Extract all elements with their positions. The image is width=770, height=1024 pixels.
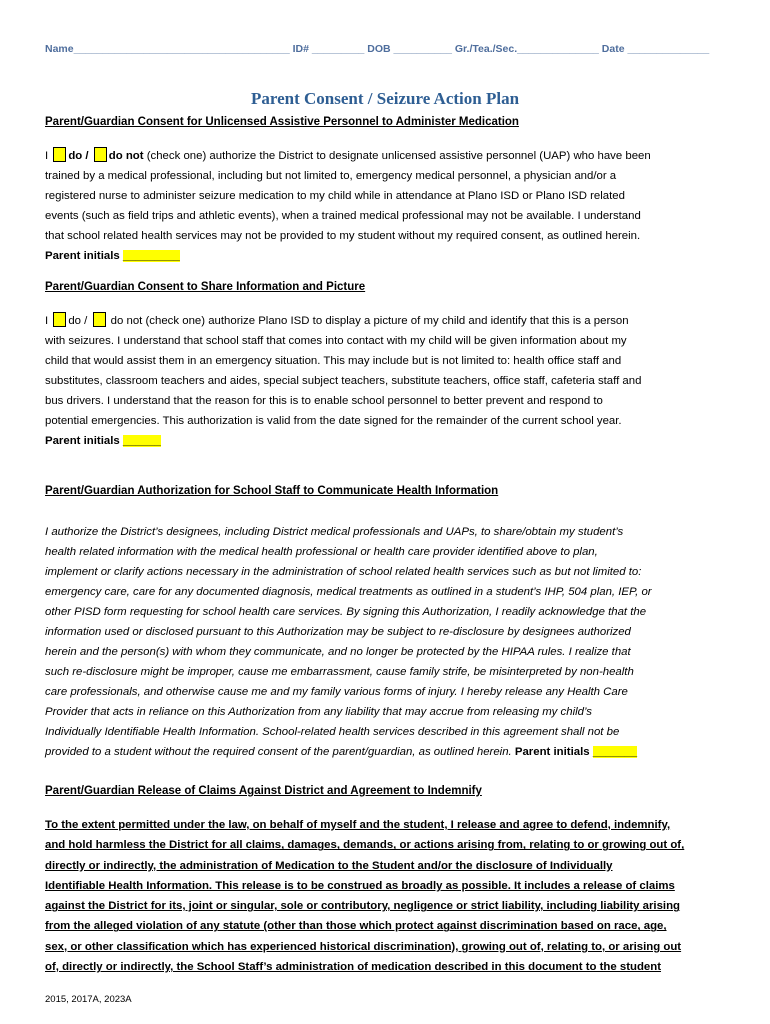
text-line: provided to a student without the required consent of the parent/guardian, as outlined herein. bbox=[45, 746, 512, 758]
section-heading-share-info: Parent/Guardian Consent to Share Information and Picture bbox=[45, 281, 366, 293]
page-title: Parent Consent / Seizure Action Plan bbox=[250, 89, 520, 108]
text-line: health related information with the medical health professional or health care provider identified above to plan, bbox=[45, 546, 598, 558]
text-line: with seizures. I understand that school staff that comes into contact with my child will be given information about my bbox=[45, 335, 627, 347]
text-line: other PISD form requesting for school health care services. By signing this Authorization, I readily acknowledge that the bbox=[45, 606, 647, 618]
section-heading-uap-consent: Parent/Guardian Consent for Unlicensed Assistive Personnel to Administer Medication bbox=[45, 116, 519, 128]
do-checkbox[interactable] bbox=[53, 312, 66, 327]
initials-label: Parent initials bbox=[45, 250, 123, 262]
text-line: I authorize the District’s designees, including District medical professionals and UAPs, to share/obtain my student’s bbox=[45, 526, 624, 538]
text-line: implement or clarify actions necessary in the administration of school related health services such as but not limited to: bbox=[45, 566, 642, 578]
text-line: directly or indirectly, the administration of Medication to the Student and/or the disclosure of Individually bbox=[45, 859, 613, 872]
text-line: registered nurse to administer seizure medication to my child while in attendance at Plano ISD or Plano ISD related bbox=[45, 190, 625, 202]
text-line: Individually Identifiable Health Information. School-related health services described in this agreement shall not be bbox=[45, 726, 620, 738]
text-fragment: do not (check one) authorize Plano ISD to display a picture of my child and identify that this is a person bbox=[107, 315, 629, 327]
text-line: bus drivers. I understand that the reason for this is to enable school personnel to better prevent and respond to bbox=[45, 395, 603, 407]
text-line: information used or disclosed pursuant to this Authorization may be subject to re-disclosure by designees authorized bbox=[45, 626, 631, 638]
section-body-share-info bbox=[45, 311, 745, 451]
student-info-fields: Name_____________________________________ ID# _________ DOB __________ Gr./Tea./Sec.______________ Date ______________ bbox=[45, 43, 710, 55]
initials-label: Parent initials bbox=[45, 435, 123, 447]
section-body-release-claims bbox=[45, 815, 745, 977]
do-label: do / bbox=[68, 315, 91, 327]
text-line: sex, or other classification which has experienced historical discrimination), growing out of, relating to, or arising out bbox=[45, 940, 682, 953]
do-not-checkbox[interactable] bbox=[94, 147, 107, 162]
text-fragment: I bbox=[45, 150, 52, 162]
text-line: of, directly or indirectly, the School Staff’s administration of medication described in this document to the student bbox=[45, 961, 662, 974]
text-line: that school related health services may not be provided to my student without my required consent, as outlined herein. bbox=[45, 230, 641, 242]
do-checkbox[interactable] bbox=[53, 147, 66, 162]
do-not-label: do not bbox=[108, 150, 144, 162]
text-line: To the extent permitted under the law, on behalf of myself and the student, I release and agree to defend, indemnify, bbox=[45, 819, 671, 831]
parent-initials-field-2[interactable]: ______ bbox=[122, 435, 161, 447]
text-line: emergency care, care for any documented diagnosis, medical treatments as outlined in a student’s IHP, 504 plan, IEP, or bbox=[45, 586, 652, 598]
text-line: trained by a medical professional, including but not limited to, emergency medical personnel, a physician and/or a bbox=[45, 170, 617, 182]
text-line: events (such as field trips and athletic events), when a trained medical professional may not be available. I understand bbox=[45, 210, 641, 222]
text-line: substitutes, classroom teachers and aides, special subject teachers, substitute teachers, office staff, cafeteria staff and bbox=[45, 375, 642, 387]
parent-initials-field-1[interactable]: _________ bbox=[122, 250, 180, 262]
text-line: Identifiable Health Information. This release is to be construed as broadly as possible. It includes a release of claims bbox=[45, 879, 675, 892]
text-line: potential emergencies. This authorization is valid from the date signed for the remainder of the current school year. bbox=[45, 415, 622, 427]
text-line: and hold harmless the District for all claims, damages, demands, or actions arising from, relating to or growing out of, bbox=[45, 839, 685, 852]
initials-label: Parent initials bbox=[511, 746, 593, 758]
section-body-uap-consent bbox=[45, 146, 745, 266]
revision-footer: 2015, 2017A, 2023A bbox=[45, 994, 132, 1005]
text-line: care professionals, and otherwise cause me and my family various forms of injury. I hereby release any Health Care bbox=[45, 686, 628, 698]
text-line: from the alleged violation of any statute (other than those which protect against discrimination based on race, age, bbox=[45, 920, 667, 933]
text-line: child that would assist them in an emergency situation. This may include but is not limited to: health office staff and bbox=[45, 355, 622, 367]
text-line: Provider that acts in reliance on this Authorization from any liability that may accrue from releasing my child’s bbox=[45, 706, 592, 718]
section-heading-health-info: Parent/Guardian Authorization for School Staff to Communicate Health Information bbox=[45, 485, 499, 497]
do-not-checkbox[interactable] bbox=[93, 312, 106, 327]
text-line: such re-disclosure might be improper, cause me embarrassment, cause family strife, be misinterpreted by non-health bbox=[45, 666, 634, 678]
section-heading-release-claims: Parent/Guardian Release of Claims Against District and Agreement to Indemnify bbox=[45, 785, 482, 797]
text-line: against the District for its, joint or singular, sole or contributory, negligence or strict liability, including liability arising bbox=[45, 900, 681, 913]
text-line: herein and the person(s) with whom they communicate, and no longer be protected by the HIPAA rules. I realize that bbox=[45, 646, 631, 658]
text-fragment: (check one) authorize the District to designate unlicensed assistive personnel (UAP) who have been bbox=[143, 150, 651, 162]
text-fragment: I bbox=[45, 315, 52, 327]
do-label: do / bbox=[68, 150, 92, 162]
section-body-health-info bbox=[45, 522, 745, 762]
parent-initials-field-3[interactable]: _______ bbox=[592, 746, 638, 758]
